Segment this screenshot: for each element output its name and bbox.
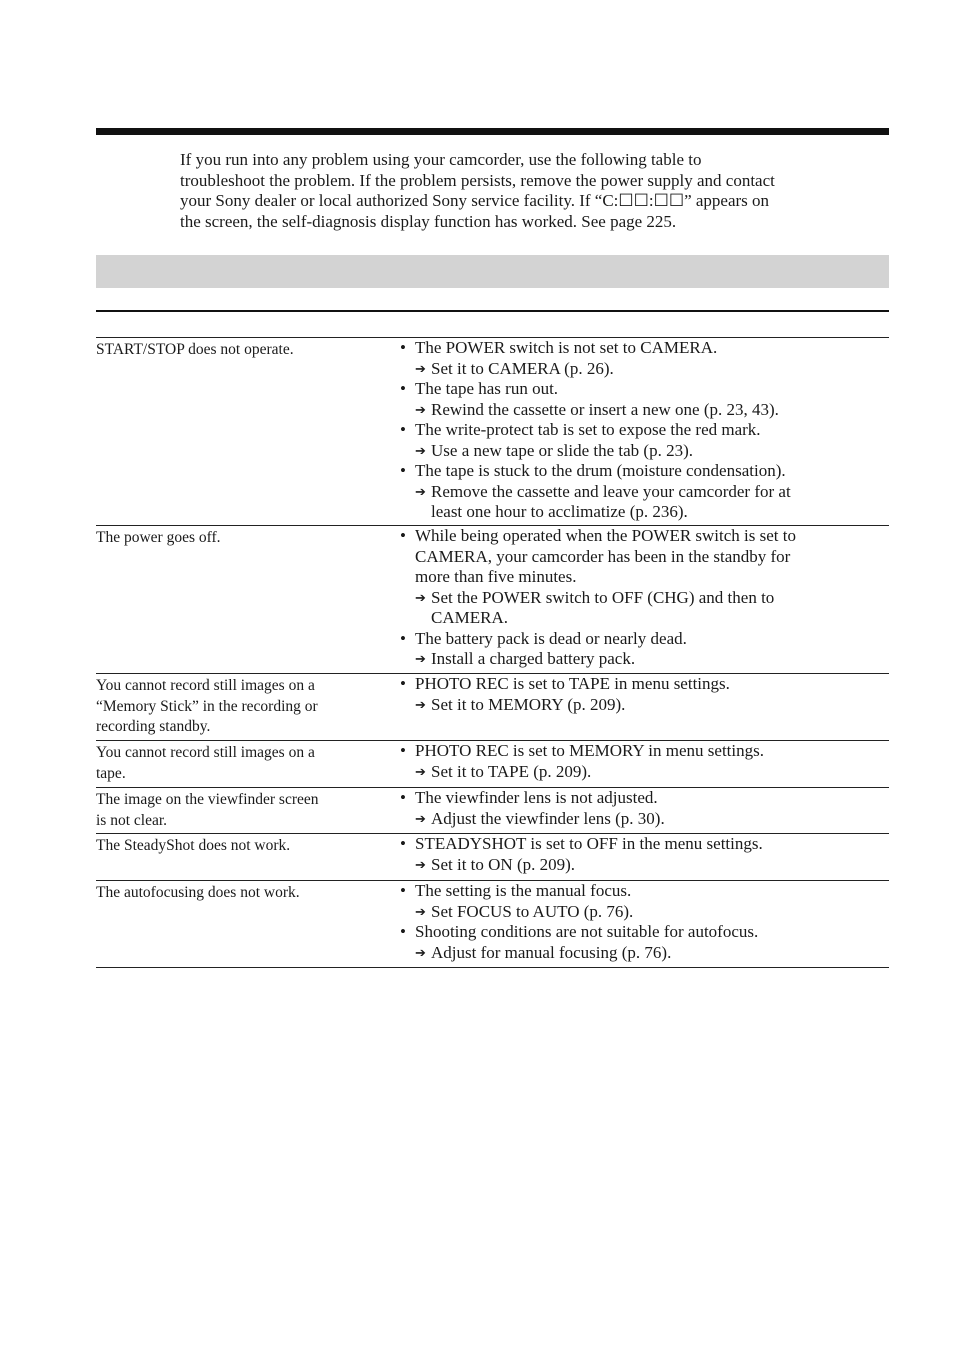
symptom-cell: You cannot record still images on a tape. bbox=[96, 744, 315, 782]
remedy-item bbox=[398, 855, 889, 876]
line-text: Set it to MEMORY (p. 209). bbox=[431, 694, 626, 714]
line-text: PHOTO REC is set to MEMORY in menu settings. bbox=[415, 741, 764, 760]
symptom-cell: The autofocusing does not work. bbox=[96, 884, 300, 901]
intro-line: your Sony dealer or local authorized Sony service facility. If “C:☐☐:☐☐” appears on bbox=[180, 191, 770, 210]
cause-item bbox=[398, 881, 889, 902]
table-row bbox=[96, 834, 889, 881]
remedy-item bbox=[398, 762, 889, 783]
bullet-icon: • bbox=[400, 420, 406, 439]
table-row bbox=[96, 674, 889, 741]
arrow-right-icon: ➔ bbox=[415, 483, 426, 499]
intro-line: If you run into any problem using your camcorder, use the following table to bbox=[180, 150, 702, 169]
remedy-item bbox=[398, 482, 889, 503]
line-text: Set it to TAPE (p. 209). bbox=[431, 761, 592, 781]
top-rule bbox=[96, 128, 889, 135]
line-text: Set it to CAMERA (p. 26). bbox=[431, 358, 614, 378]
cause-item-continued bbox=[398, 567, 889, 588]
remedy-item bbox=[398, 943, 889, 964]
cause-remedy-cell bbox=[398, 338, 889, 523]
cause-item bbox=[398, 741, 889, 762]
cause-item bbox=[398, 379, 889, 400]
bullet-icon: • bbox=[400, 379, 406, 398]
bullet-icon: • bbox=[400, 788, 406, 807]
table-row bbox=[96, 338, 889, 526]
line-text: The tape has run out. bbox=[415, 379, 559, 398]
line-text: The viewfinder lens is not adjusted. bbox=[415, 788, 658, 807]
line-text: The write-protect tab is set to expose the red mark. bbox=[415, 420, 761, 439]
bullet-icon: • bbox=[400, 922, 406, 941]
intro-line: troubleshoot the problem. If the problem persists, remove the power supply and contact bbox=[180, 170, 775, 190]
remedy-item bbox=[398, 359, 889, 380]
arrow-right-icon: ➔ bbox=[415, 589, 426, 605]
symptom-cell: The image on the viewfinder screen is not clear. bbox=[96, 791, 319, 829]
arrow-right-icon: ➔ bbox=[415, 903, 426, 919]
cause-remedy-cell bbox=[398, 834, 889, 875]
remedy-item bbox=[398, 695, 889, 716]
remedy-item bbox=[398, 400, 889, 421]
line-text: The POWER switch is not set to CAMERA. bbox=[415, 338, 718, 357]
line-text: least one hour to acclimatize (p. 236). bbox=[431, 502, 688, 521]
arrow-right-icon: ➔ bbox=[415, 401, 426, 417]
cause-remedy-cell bbox=[398, 674, 889, 715]
bullet-icon: • bbox=[400, 338, 406, 357]
line-text: While being operated when the POWER switch is set to bbox=[415, 526, 796, 545]
symptom-cell: START/STOP does not operate. bbox=[96, 341, 294, 358]
arrow-right-icon: ➔ bbox=[415, 763, 426, 779]
symptom-cell: The power goes off. bbox=[96, 529, 221, 546]
troubleshooting-table bbox=[96, 337, 889, 968]
cause-item bbox=[398, 788, 889, 809]
table-row bbox=[96, 741, 889, 788]
line-text: Set the POWER switch to OFF (CHG) and then to bbox=[431, 587, 775, 607]
arrow-right-icon: ➔ bbox=[415, 360, 426, 376]
symptom-cell: The SteadyShot does not work. bbox=[96, 837, 291, 854]
arrow-right-icon: ➔ bbox=[415, 944, 426, 960]
line-text: CAMERA. bbox=[431, 608, 508, 627]
arrow-right-icon: ➔ bbox=[415, 442, 426, 458]
cause-remedy-cell bbox=[398, 788, 889, 829]
cause-item bbox=[398, 834, 889, 855]
line-text: Set FOCUS to AUTO (p. 76). bbox=[431, 901, 634, 921]
line-text: Adjust for manual focusing (p. 76). bbox=[431, 942, 672, 962]
line-text: The battery pack is dead or nearly dead. bbox=[415, 628, 687, 648]
table-row bbox=[96, 526, 889, 674]
intro-line: the screen, the self-diagnosis display function has worked. See page 225. bbox=[180, 211, 677, 231]
cause-item bbox=[398, 674, 889, 695]
line-text: Adjust the viewfinder lens (p. 30). bbox=[431, 808, 665, 828]
table-row bbox=[96, 881, 889, 968]
remedy-item bbox=[398, 809, 889, 830]
line-text: The setting is the manual focus. bbox=[415, 881, 632, 900]
table-row bbox=[96, 788, 889, 834]
line-text: Remove the cassette and leave your camcorder for at bbox=[431, 481, 791, 501]
section-rule bbox=[96, 310, 889, 312]
remedy-item bbox=[398, 588, 889, 609]
bullet-icon: • bbox=[400, 461, 406, 480]
line-text: Shooting conditions are not suitable for autofocus. bbox=[415, 922, 759, 941]
line-text: STEADYSHOT is set to OFF in the menu settings. bbox=[415, 834, 763, 853]
cause-remedy-cell bbox=[398, 526, 889, 670]
cause-item bbox=[398, 526, 889, 547]
bullet-icon: • bbox=[400, 526, 406, 545]
line-text: more than five minutes. bbox=[415, 567, 577, 586]
bullet-icon: • bbox=[400, 741, 406, 760]
cause-item-continued bbox=[398, 547, 889, 568]
remedy-item bbox=[398, 441, 889, 462]
line-text: CAMERA, your camcorder has been in the standby for bbox=[415, 546, 791, 566]
line-text: Use a new tape or slide the tab (p. 23). bbox=[431, 440, 693, 460]
remedy-item-continued bbox=[398, 502, 889, 523]
bullet-icon: • bbox=[400, 674, 406, 693]
arrow-right-icon: ➔ bbox=[415, 856, 426, 872]
cause-item bbox=[398, 420, 889, 441]
cause-item bbox=[398, 461, 889, 482]
symptom-cell: You cannot record still images on a “Memory Stick” in the recording or recording standby. bbox=[96, 677, 318, 735]
cause-item bbox=[398, 922, 889, 943]
line-text: Rewind the cassette or insert a new one (p. 23, 43). bbox=[431, 399, 779, 419]
remedy-item-continued bbox=[398, 608, 889, 629]
cause-item bbox=[398, 338, 889, 359]
arrow-right-icon: ➔ bbox=[415, 651, 426, 666]
remedy-item bbox=[398, 649, 889, 670]
remedy-item bbox=[398, 902, 889, 923]
line-text: Install a charged battery pack. bbox=[431, 649, 636, 668]
bullet-icon: • bbox=[400, 834, 406, 853]
cause-remedy-cell bbox=[398, 881, 889, 963]
bullet-icon: • bbox=[400, 881, 406, 900]
cause-remedy-cell bbox=[398, 741, 889, 782]
line-text: PHOTO REC is set to TAPE in menu settings. bbox=[415, 674, 730, 693]
cause-item bbox=[398, 629, 889, 650]
arrow-right-icon: ➔ bbox=[415, 810, 426, 826]
arrow-right-icon: ➔ bbox=[415, 696, 426, 712]
line-text: The tape is stuck to the drum (moisture condensation). bbox=[415, 461, 786, 480]
intro-paragraph bbox=[180, 150, 892, 232]
bullet-icon: • bbox=[400, 628, 406, 648]
line-text: Set it to ON (p. 209). bbox=[431, 854, 576, 874]
section-header-bar bbox=[96, 255, 889, 288]
